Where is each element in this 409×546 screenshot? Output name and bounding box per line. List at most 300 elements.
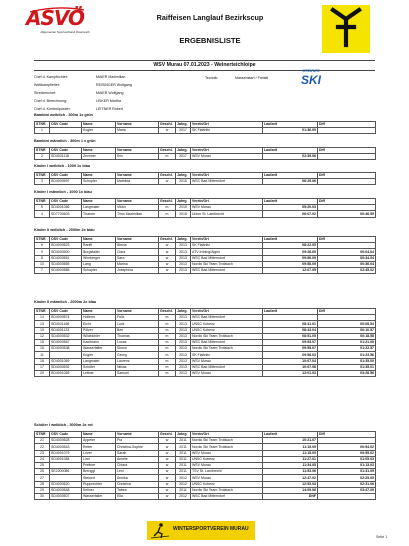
table-cell: 2013 bbox=[176, 352, 191, 358]
table-cell: 24 bbox=[35, 456, 50, 462]
table-cell: 11:27.01 bbox=[263, 456, 318, 462]
column-header: Vorname bbox=[116, 309, 159, 315]
table-cell: Clara bbox=[116, 249, 159, 255]
table-cell: 2013 bbox=[176, 327, 191, 333]
table-cell: Leni bbox=[116, 469, 159, 475]
column-header: Verein/Ort bbox=[191, 309, 263, 315]
table-cell: w bbox=[159, 481, 176, 487]
column-header: Geschl. bbox=[159, 148, 176, 154]
table-cell: Schupfer bbox=[82, 267, 116, 273]
table-cell: Tharner bbox=[82, 211, 116, 217]
table-cell: 00:18.58 bbox=[318, 333, 376, 339]
table-cell: SD7700603 bbox=[50, 211, 82, 217]
table-cell bbox=[318, 179, 376, 185]
table-cell: SD4000528 bbox=[50, 438, 82, 444]
table-cell: 01:22.57 bbox=[318, 346, 376, 352]
table-cell: 15 bbox=[35, 339, 50, 345]
table-cell: w bbox=[159, 438, 176, 444]
table-cell: 2013 bbox=[176, 333, 191, 339]
table-cell: SD4000548 bbox=[50, 487, 82, 493]
column-header: Jahrg. bbox=[176, 309, 191, 315]
table-cell: Nordic Ski Team Trofaiach bbox=[191, 438, 263, 444]
table-cell: m bbox=[159, 211, 176, 217]
table-cell: 02:39.06 bbox=[263, 154, 318, 160]
table-cell: 12:47.02 bbox=[263, 475, 318, 481]
table-cell: 19 bbox=[35, 327, 50, 333]
table-cell: Nordic Ski Team Trofaiach bbox=[191, 333, 263, 339]
table-cell: 01:35.01 bbox=[318, 364, 376, 370]
table-cell: 09:56.09 bbox=[263, 255, 318, 261]
column-header: Laufzeit bbox=[263, 148, 318, 154]
table-cell: 10:07.08 bbox=[263, 364, 318, 370]
table-cell: 7 bbox=[35, 267, 50, 273]
table-cell: Chiara bbox=[116, 462, 159, 468]
table-cell: 29 bbox=[35, 487, 50, 493]
table-cell: Nordic Ski Team Trofaiach bbox=[191, 444, 263, 450]
column-header: STNR bbox=[35, 173, 50, 179]
table-cell: 17 bbox=[35, 364, 50, 370]
table-cell: 08:41.01 bbox=[263, 321, 318, 327]
table-cell: Sarah bbox=[116, 450, 159, 456]
table-cell: m bbox=[159, 364, 176, 370]
table-cell: Eichr bbox=[82, 321, 116, 327]
table-cell: WSV Murau bbox=[191, 205, 263, 211]
table-cell: 00:34.04 bbox=[318, 255, 376, 261]
raiffeisen-logo-icon bbox=[322, 5, 370, 53]
column-header: STNR bbox=[35, 122, 50, 128]
results-table bbox=[34, 198, 376, 218]
table-cell: 08:43.04 bbox=[263, 327, 318, 333]
table-cell: WSC Bad Mitterndorf bbox=[191, 267, 263, 273]
table-cell: 2017 bbox=[176, 128, 191, 134]
table-cell: 12:01.03 bbox=[263, 370, 318, 376]
table-cell: WSC Bad Mitterndorf bbox=[191, 364, 263, 370]
table-cell: SK Flattnitz bbox=[191, 243, 263, 249]
table-cell: 10:07.04 bbox=[263, 358, 318, 364]
table-cell: SD4001118 bbox=[50, 154, 82, 160]
table-cell: 2013 bbox=[176, 255, 191, 261]
table-cell: Steinert bbox=[82, 475, 116, 481]
official-label: Streckenchef: bbox=[34, 91, 56, 95]
table-cell: w bbox=[159, 243, 176, 249]
table-cell: SD4001065 bbox=[50, 370, 82, 376]
table-cell: m bbox=[159, 339, 176, 345]
table-cell: 2012 bbox=[176, 481, 191, 487]
table-cell: w bbox=[159, 450, 176, 456]
table-cell: 12:07.05 bbox=[263, 267, 318, 273]
table-cell: 2011 bbox=[176, 462, 191, 468]
table-cell: 12 bbox=[35, 333, 50, 339]
category-title: Kinder I männlich - 1000 1x blau bbox=[34, 190, 92, 194]
table-cell: SD4000585 bbox=[50, 267, 82, 273]
table-cell: Langmaier bbox=[82, 205, 116, 211]
table-cell: 18 bbox=[35, 358, 50, 364]
column-header: Verein/Ort bbox=[191, 237, 263, 243]
table-cell: 13 bbox=[35, 321, 50, 327]
column-header: Name bbox=[82, 237, 116, 243]
column-header: ÖSV Code bbox=[50, 199, 82, 205]
table-cell: 11:53.06 bbox=[263, 469, 318, 475]
table-cell: w bbox=[159, 475, 176, 481]
table-cell: 1 bbox=[35, 128, 50, 134]
table-cell: m bbox=[159, 352, 176, 358]
table-cell: SD4000597 bbox=[50, 179, 82, 185]
table-cell: Felix bbox=[116, 315, 159, 321]
table-cell: w bbox=[159, 487, 176, 493]
table-row bbox=[35, 179, 376, 185]
table-header-row bbox=[35, 148, 376, 154]
table-cell: Pia bbox=[116, 438, 159, 444]
table-cell: WSV Murau bbox=[191, 462, 263, 468]
table-cell: 2013 bbox=[176, 261, 191, 267]
asvo-logo bbox=[26, 7, 88, 39]
table-cell: Wasserfaller bbox=[82, 346, 116, 352]
column-header: Vorname bbox=[116, 148, 159, 154]
sponsor-banner-text: WINTERSPORTVEREIN MURAU bbox=[173, 526, 249, 532]
column-header: Diff bbox=[318, 199, 376, 205]
table-cell: 09:58.09 bbox=[263, 261, 318, 267]
table-cell: 21 bbox=[35, 438, 50, 444]
official-value: LEITNER Robert bbox=[96, 107, 123, 111]
table-cell: SD4001123 bbox=[50, 327, 82, 333]
table-cell: 03:47.09 bbox=[318, 487, 376, 493]
table-cell: 2011 bbox=[176, 487, 191, 493]
official-label: Chef d. Berechnung: bbox=[34, 99, 67, 103]
table-header-row bbox=[35, 199, 376, 205]
column-header: Name bbox=[82, 148, 116, 154]
column-header: Laufzeit bbox=[263, 432, 318, 438]
table-cell: 2017 bbox=[176, 154, 191, 160]
table-cell: UNSC Kobenz bbox=[191, 481, 263, 487]
table-cell: 09:26.09 bbox=[263, 249, 318, 255]
table-cell: Sara bbox=[116, 255, 159, 261]
table-cell: 2012 bbox=[176, 475, 191, 481]
table-cell: 16 bbox=[35, 346, 50, 352]
column-header: Geschl. bbox=[159, 237, 176, 243]
table-cell: Niklas bbox=[116, 364, 159, 370]
table-cell: 01:36.09 bbox=[263, 128, 318, 134]
sponsor-banner bbox=[147, 521, 255, 540]
official-value: REISINGER Wolfgang bbox=[96, 83, 132, 87]
event-title: WSV Murau 07.01.2023 - Weinerteichloipe bbox=[34, 60, 375, 71]
table-cell: 11:15.09 bbox=[263, 450, 318, 456]
table-cell: 2013 bbox=[176, 267, 191, 273]
column-header: Diff bbox=[318, 122, 376, 128]
table-cell: Tabea bbox=[116, 487, 159, 493]
table-cell: 8 bbox=[35, 255, 50, 261]
table-cell: Maria bbox=[116, 128, 159, 134]
table-cell: 2013 bbox=[176, 321, 191, 327]
results-table bbox=[34, 147, 376, 160]
table-cell: 01:35.00 bbox=[318, 358, 376, 364]
table-cell: SD4001079 bbox=[50, 450, 82, 456]
column-header: Vorname bbox=[116, 199, 159, 205]
table-header-row bbox=[35, 122, 376, 128]
column-header: Jahrg. bbox=[176, 237, 191, 243]
page-title: Raiffeisen Langlauf Bezirkscup bbox=[156, 13, 264, 22]
table-cell: 00:04.04 bbox=[318, 249, 376, 255]
table-cell: Josephina bbox=[116, 267, 159, 273]
table-cell: SD4000523 bbox=[50, 243, 82, 249]
category-title: Schüler I weiblich - 3000m 2x rot bbox=[34, 423, 93, 427]
table-cell: Georg bbox=[116, 352, 159, 358]
table-cell: SD4000574 bbox=[50, 315, 82, 321]
table-cell: 25 bbox=[35, 462, 50, 468]
table-cell: SE2200086 bbox=[50, 469, 82, 475]
column-header: ÖSV Code bbox=[50, 432, 82, 438]
table-cell: UNSC Kobenz bbox=[191, 321, 263, 327]
table-cell: 00:46.59 bbox=[318, 211, 376, 217]
table-cell: WSV Murau bbox=[191, 358, 263, 364]
table-cell: WSV Murau bbox=[191, 370, 263, 376]
table-cell: 01:31.09 bbox=[318, 469, 376, 475]
column-header: Geschl. bbox=[159, 309, 176, 315]
table-cell: m bbox=[159, 333, 176, 339]
table-cell: w bbox=[159, 444, 176, 450]
category-title: Kinder II männlich - 2000m 2x blau bbox=[34, 300, 97, 304]
table-cell: Langmaier bbox=[82, 358, 116, 364]
table-cell: 2015 bbox=[176, 179, 191, 185]
table-header-row bbox=[35, 237, 376, 243]
table-cell: Christina bbox=[116, 481, 159, 487]
column-header: ÖSV Code bbox=[50, 122, 82, 128]
table-row bbox=[35, 211, 376, 217]
category-title: Kinder I weiblich - 1000 1x blau bbox=[34, 164, 91, 168]
table-cell: SD4001168 bbox=[50, 321, 82, 327]
table-cell: Wimberger bbox=[82, 255, 116, 261]
column-header: Diff bbox=[318, 432, 376, 438]
table-cell: 4 bbox=[35, 211, 50, 217]
results-table bbox=[34, 431, 376, 500]
table-cell: DNF bbox=[263, 493, 318, 499]
table-cell: 30 bbox=[35, 493, 50, 499]
table-cell: ATV Irdning/Aigen bbox=[191, 249, 263, 255]
table-cell bbox=[318, 493, 376, 499]
table-cell: Alexia bbox=[116, 243, 159, 249]
table-cell: 01:05.03 bbox=[318, 456, 376, 462]
table-cell: 2013 bbox=[176, 315, 191, 321]
table-cell: 5 bbox=[35, 205, 50, 211]
table-cell: 14:09.06 bbox=[263, 487, 318, 493]
column-header: Name bbox=[82, 173, 116, 179]
table-cell: 2013 bbox=[176, 346, 191, 352]
table-cell: m bbox=[159, 327, 176, 333]
table-cell: Lover bbox=[82, 450, 116, 456]
table-cell: 2013 bbox=[176, 370, 191, 376]
table-cell: Reiter bbox=[82, 444, 116, 450]
table-cell: Ranftl bbox=[82, 243, 116, 249]
table-cell: SD4001069 bbox=[50, 358, 82, 364]
table-cell: SK Flattnitz bbox=[191, 352, 263, 358]
table-cell: Nordic Ski Team Trofaiach bbox=[191, 346, 263, 352]
table-cell: Schupfer bbox=[82, 179, 116, 185]
table-cell: 9 bbox=[35, 249, 50, 255]
column-header: Name bbox=[82, 309, 116, 315]
table-cell: Kellner bbox=[82, 487, 116, 493]
table-cell: 22 bbox=[35, 444, 50, 450]
table-cell: Wasserfaller bbox=[82, 493, 116, 499]
table-cell: Rupprechter bbox=[82, 481, 116, 487]
column-header: Name bbox=[82, 432, 116, 438]
steirer-ski-logo bbox=[296, 68, 326, 90]
results-table bbox=[34, 308, 376, 377]
column-header: Geschl. bbox=[159, 122, 176, 128]
table-cell: Annika bbox=[116, 475, 159, 481]
table-cell: w bbox=[159, 128, 176, 134]
table-cell: UNSC Kobenz bbox=[191, 327, 263, 333]
table-cell: Laurenz bbox=[116, 358, 159, 364]
column-header: STNR bbox=[35, 199, 50, 205]
column-header: Verein/Ort bbox=[191, 173, 263, 179]
category-title: Bambini weiblich - 300m 1x grün bbox=[34, 113, 93, 117]
table-cell: 01:13.03 bbox=[318, 462, 376, 468]
results-table bbox=[34, 172, 376, 185]
table-cell: UNSC Kobenz bbox=[191, 456, 263, 462]
table-cell: 00:08.54 bbox=[318, 321, 376, 327]
table-cell: Hollerer bbox=[82, 315, 116, 321]
table-row bbox=[35, 493, 376, 499]
table-cell: w bbox=[159, 462, 176, 468]
column-header: Diff bbox=[318, 237, 376, 243]
table-cell: Brenggl bbox=[82, 469, 116, 475]
table-cell: 10:21.07 bbox=[263, 438, 318, 444]
table-cell: WSC Bad Mitterndorf bbox=[191, 315, 263, 321]
table-row bbox=[35, 128, 376, 134]
table-cell: Amelie bbox=[116, 456, 159, 462]
table-cell: 26 bbox=[35, 469, 50, 475]
page-subtitle: ERGEBNISLISTE bbox=[179, 36, 241, 45]
table-cell: 2011 bbox=[176, 456, 191, 462]
table-cell bbox=[318, 128, 376, 134]
table-cell: Kogler bbox=[82, 352, 116, 358]
table-cell: 2011 bbox=[176, 450, 191, 456]
column-header: STNR bbox=[35, 432, 50, 438]
table-cell: 00:10.57 bbox=[318, 327, 376, 333]
table-cell: m bbox=[159, 358, 176, 364]
results-table bbox=[34, 236, 376, 274]
asvo-logo-subtext: Allgemeiner Sportverband Österreich bbox=[40, 30, 90, 34]
table-row bbox=[35, 370, 376, 376]
table-cell: Samuel bbox=[116, 370, 159, 376]
table-cell: 2013 bbox=[176, 249, 191, 255]
table-cell: 12:53.03 bbox=[263, 481, 318, 487]
column-header: ÖSV Code bbox=[50, 237, 82, 243]
table-cell: SD4000500 bbox=[50, 249, 82, 255]
asvo-logo-text: ASVÖ bbox=[26, 6, 85, 30]
column-header: Verein/Ort bbox=[191, 199, 263, 205]
table-cell: 09:56.03 bbox=[263, 352, 318, 358]
table-cell: Appeler bbox=[82, 438, 116, 444]
ski-logo-main-text: SKI bbox=[300, 73, 321, 87]
table-cell bbox=[50, 128, 82, 134]
table-cell: 02:45.02 bbox=[318, 267, 376, 273]
table-cell: 2 bbox=[35, 154, 50, 160]
official-label: Wettkampfleiter: bbox=[34, 83, 60, 87]
table-cell: 2015 bbox=[176, 211, 191, 217]
category-title: Kinder II weiblich - 2000m 2x blau bbox=[34, 228, 95, 232]
table-cell: Lucas bbox=[116, 339, 159, 345]
column-header: Geschl. bbox=[159, 173, 176, 179]
column-header: STNR bbox=[35, 148, 50, 154]
table-cell: WSC Bad Mitterndorf bbox=[191, 493, 263, 499]
table-cell: w bbox=[159, 179, 176, 185]
table-cell: WSC Bad Mitterndorf bbox=[191, 255, 263, 261]
column-header: Jahrg. bbox=[176, 122, 191, 128]
table-cell: 06:29.06 bbox=[263, 179, 318, 185]
official-label: Chef d. Kampfrichter: bbox=[34, 75, 68, 79]
column-header: STNR bbox=[35, 237, 50, 243]
table-cell: SD4000555 bbox=[50, 261, 82, 267]
table-cell: SD4000592 bbox=[50, 364, 82, 370]
table-cell: Nordic Ski Team Trofaiach bbox=[191, 487, 263, 493]
column-header: Laufzeit bbox=[263, 199, 318, 205]
table-cell: Eric bbox=[116, 154, 159, 160]
table-cell: 02:25.05 bbox=[318, 475, 376, 481]
official-value: MAIER Wolfgang bbox=[96, 91, 124, 95]
column-header: Diff bbox=[318, 173, 376, 179]
table-cell: Pölzer bbox=[82, 327, 116, 333]
table-cell: Viktor bbox=[116, 205, 159, 211]
official-value: MAIER Maximilian bbox=[96, 75, 126, 79]
column-header: Laufzeit bbox=[263, 309, 318, 315]
column-header: Vorname bbox=[116, 237, 159, 243]
column-header: Verein/Ort bbox=[191, 122, 263, 128]
table-cell: 09:53.07 bbox=[263, 339, 318, 345]
table-cell: SK Flattnitz bbox=[191, 128, 263, 134]
results-table bbox=[34, 121, 376, 134]
table-cell: m bbox=[159, 315, 176, 321]
table-cell: w bbox=[159, 493, 176, 499]
table-cell: 06:07.02 bbox=[263, 211, 318, 217]
table-cell: 00:55.02 bbox=[318, 450, 376, 456]
table-row bbox=[35, 154, 376, 160]
table-cell: 08:22.05 bbox=[263, 243, 318, 249]
column-header: Jahrg. bbox=[176, 199, 191, 205]
table-cell: Lind bbox=[82, 456, 116, 462]
table-cell: m bbox=[159, 154, 176, 160]
table-cell: Burgstaller bbox=[82, 249, 116, 255]
table-cell: 3 bbox=[35, 179, 50, 185]
skier-icon bbox=[149, 522, 171, 539]
column-header: Verein/Ort bbox=[191, 148, 263, 154]
column-header: ÖSV Code bbox=[50, 309, 82, 315]
table-cell: 02:31.06 bbox=[318, 481, 376, 487]
column-header: Laufzeit bbox=[263, 122, 318, 128]
table-cell: 27 bbox=[35, 475, 50, 481]
table-cell: Prettner bbox=[82, 462, 116, 468]
table-cell: Schöfer bbox=[82, 364, 116, 370]
table-cell: Timo Maximilian bbox=[116, 211, 159, 217]
table-cell: 11 bbox=[35, 352, 50, 358]
table-cell: m bbox=[159, 321, 176, 327]
table-cell: WSV Murau bbox=[191, 475, 263, 481]
table-cell: m bbox=[159, 346, 176, 352]
table-cell: 08:51.05 bbox=[263, 333, 318, 339]
table-cell: TSV St. Lambrecht bbox=[191, 469, 263, 475]
table-cell: 2015 bbox=[176, 205, 191, 211]
table-cell: 23 bbox=[35, 450, 50, 456]
table-cell: Marina bbox=[116, 261, 159, 267]
column-header: Verein/Ort bbox=[191, 432, 263, 438]
table-cell: 2011 bbox=[176, 469, 191, 475]
table-cell: Luck bbox=[116, 321, 159, 327]
table-header-row bbox=[35, 309, 376, 315]
table-cell: 2013 bbox=[176, 243, 191, 249]
table-cell: w bbox=[159, 261, 176, 267]
table-cell: m bbox=[159, 205, 176, 211]
table-cell: 05:20.03 bbox=[263, 205, 318, 211]
table-cell: 09:55.07 bbox=[263, 346, 318, 352]
